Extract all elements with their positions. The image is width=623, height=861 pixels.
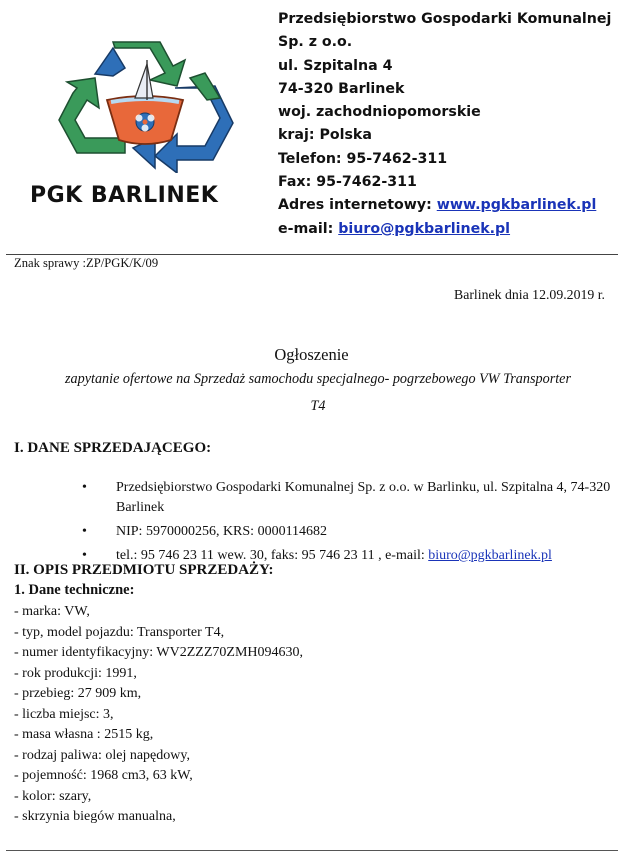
spec-item: - masa własna : 2515 kg, xyxy=(14,727,154,742)
company-line: woj. zachodniopomorskie xyxy=(278,104,481,121)
email-label: e-mail: xyxy=(278,220,339,237)
case-reference: Znak sprawy :ZP/PGK/K/09 xyxy=(14,256,159,270)
spec-item: - liczba miejsc: 3, xyxy=(14,706,114,722)
document-subtitle xyxy=(28,366,608,420)
company-line: kraj: Polska xyxy=(278,127,372,144)
spec-item: - numer identyfikacyjny: WV2ZZZ70ZMH094630, xyxy=(14,645,304,660)
website-label: Adres internetowy: xyxy=(278,197,437,214)
email-link[interactable]: biuro@pgkbarlinek.pl xyxy=(338,220,511,237)
recycle-boat-icon xyxy=(55,38,235,173)
seller-details-list xyxy=(82,478,617,570)
spec-item: - typ, model pojazdu: Transporter T4, xyxy=(14,624,225,640)
logo-text: PGK BARLINEK xyxy=(30,183,219,208)
company-line: Sp. z o.o. xyxy=(278,34,353,51)
spec-item: - rok produkcji: 1991, xyxy=(14,665,137,681)
subtitle-line: zapytanie ofertowe na Sprzedaż samochodu specjalnego- pogrzebowego VW Transporter xyxy=(65,371,571,387)
section-heading-seller: I. DANE SPRZEDAJĄCEGO: xyxy=(14,440,212,456)
bullet-icon: • xyxy=(82,524,87,539)
bullet-icon: • xyxy=(82,480,87,495)
seller-tax-ids: NIP: 5970000256, KRS: 0000114682 xyxy=(116,524,328,539)
seller-email-link[interactable]: biuro@pgkbarlinek.pl xyxy=(428,548,552,563)
company-website xyxy=(278,194,618,217)
company-line: ul. Szpitalna 4 xyxy=(278,57,393,74)
spec-item: - marka: VW, xyxy=(14,604,90,619)
spec-item: - przebieg: 27 909 km, xyxy=(14,686,142,701)
technical-specs-list xyxy=(14,602,303,828)
seller-contact: tel.: 95 746 23 11 wew. 30, faks: 95 746 23 11 , e-mail: xyxy=(116,548,429,563)
company-phone: Telefon: 95-7462-311 xyxy=(278,150,448,167)
company-logo xyxy=(55,38,235,173)
spec-item: - rodzaj paliwa: olej napędowy, xyxy=(14,747,190,763)
website-link[interactable]: www.pgkbarlinek.pl xyxy=(436,197,597,214)
company-email xyxy=(278,218,618,241)
company-fax: Fax: 95-7462-311 xyxy=(278,174,417,191)
document-title: Ogłoszenie xyxy=(274,345,349,364)
company-address-block xyxy=(278,8,618,241)
seller-name-address: Przedsiębiorstwo Gospodarki Komunalnej Sp. z o.o. w Barlinku, ul. Szpitalna 4, 74-320 Barlinek xyxy=(116,480,611,515)
list-item xyxy=(82,478,617,518)
header-divider xyxy=(6,254,618,255)
subtitle-line: T4 xyxy=(310,398,326,414)
company-line: Przedsiębiorstwo Gospodarki Komunalnej xyxy=(278,11,612,27)
company-line: 74-320 Barlinek xyxy=(278,80,405,97)
subsection-heading-technical: 1. Dane techniczne: xyxy=(14,582,135,598)
spec-item: - skrzynia biegów manualna, xyxy=(14,809,176,824)
section-heading-subject: II. OPIS PRZEDMIOTU SPRZEDAŻY: xyxy=(14,562,274,578)
bullet-icon: • xyxy=(82,548,87,563)
spec-item: - kolor: szary, xyxy=(14,788,92,804)
spec-item: - pojemność: 1968 cm3, 63 kW, xyxy=(14,768,193,783)
document-date: Barlinek dnia 12.09.2019 r. xyxy=(454,287,605,302)
footer-divider xyxy=(6,850,618,851)
list-item xyxy=(82,522,617,542)
